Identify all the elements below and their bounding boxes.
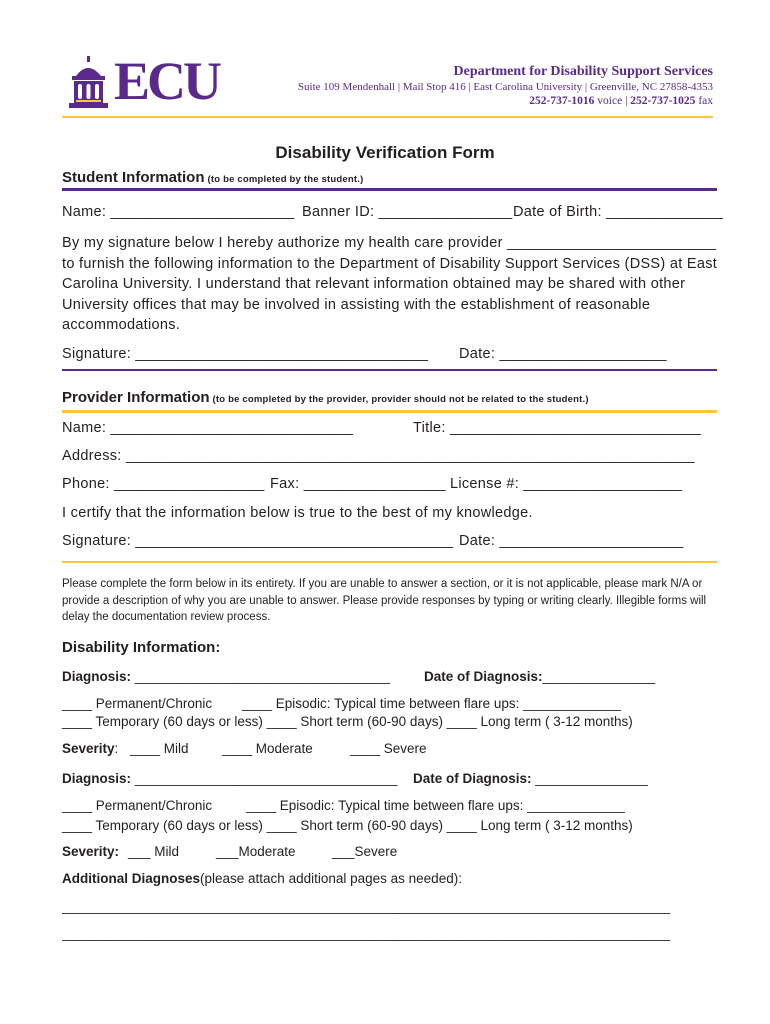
phone-separator: |	[625, 95, 628, 107]
severity-1-severe[interactable]: ____ Severe	[350, 741, 427, 756]
additional-diagnoses-line-2[interactable]: _________________________________________________________________________________	[62, 926, 671, 941]
severity-2-label: Severity:	[62, 844, 120, 859]
department-phone	[529, 95, 713, 107]
diagnosis-2-permanent-option[interactable]: ____ Permanent/Chronic	[62, 798, 213, 813]
department-address: Suite 109 Mendenhall | Mail Stop 416 | East Carolina University | Greenville, NC 27858-4353	[297, 81, 713, 93]
fax-label: fax	[698, 95, 713, 107]
diagnosis-1-date-label: Date of Diagnosis:	[424, 669, 543, 684]
diagnosis-1-date-line: _______________	[542, 669, 656, 684]
student-heading-note: (to be completed by the student.)	[207, 174, 364, 185]
diagnosis-1-permanent-option[interactable]: ____ Permanent/Chronic	[62, 696, 213, 711]
additional-diagnoses-label	[62, 871, 462, 886]
student-section-heading	[62, 169, 363, 186]
severity-1-colon: :	[114, 741, 119, 756]
logo-text: ECU	[114, 51, 220, 111]
disability-section-heading: Disability Information:	[62, 639, 221, 656]
fax-number: 252-737-1025	[630, 95, 696, 107]
diagnosis-2-date-label: Date of Diagnosis:	[413, 771, 532, 786]
severity-2-mild[interactable]: ___ Mild	[128, 844, 180, 859]
provider-bottom-rule	[62, 561, 717, 563]
student-bottom-rule	[62, 369, 717, 371]
diagnosis-2-duration-options[interactable]: ____ Temporary (60 days or less) ____ Short term (60-90 days) ____ Long term ( 3-12 months)	[62, 818, 633, 833]
diagnosis-1-label: Diagnosis:	[62, 669, 132, 684]
diagnosis-2-line: ___________________________________	[134, 771, 398, 786]
provider-title-field[interactable]: Title: ______________________________	[413, 420, 701, 436]
provider-rule	[62, 410, 717, 413]
provider-phone-field[interactable]: Phone: __________________	[62, 476, 265, 492]
diagnosis-2-date-line: _______________	[535, 771, 648, 786]
student-signature-field[interactable]: Signature: ___________________________________	[62, 346, 429, 362]
severity-1-mild[interactable]: ____ Mild	[130, 741, 189, 756]
provider-license-field[interactable]: License #: ___________________	[450, 476, 683, 492]
diagnosis-1-episodic-option[interactable]: ____ Episodic: Typical time between flare ups: _____________	[242, 696, 621, 711]
diagnosis-2-field[interactable]	[62, 771, 398, 786]
diagnosis-1-line: __________________________________	[134, 669, 391, 684]
provider-signature-field[interactable]: Signature: ______________________________________	[62, 533, 454, 549]
additional-diagnoses-heading: Additional Diagnoses	[62, 871, 201, 886]
provider-date-field[interactable]: Date: ______________________	[459, 533, 684, 549]
severity-2-severe[interactable]: ___Severe	[332, 844, 398, 859]
instructions-text: Please complete the form below in its entirety. If you are unable to answer a section, or it is not applicable, please mark N/A or provide a description of why you are unable to answer. Please provide responses by typing or writing clearly. Illegible forms will delay the documentation review process.	[62, 578, 707, 623]
student-name-field[interactable]: Name: ______________________	[62, 204, 295, 220]
diagnosis-1-field[interactable]	[62, 669, 390, 684]
diagnosis-2-label: Diagnosis:	[62, 771, 132, 786]
ecu-logo	[66, 51, 222, 111]
additional-diagnoses-note: (please attach additional pages as needed):	[200, 871, 462, 886]
provider-address-field[interactable]: Address: ____________________________________________________________________	[62, 448, 695, 464]
diagnosis-1-date-field[interactable]	[424, 669, 655, 684]
provider-heading-text: Provider Information	[62, 389, 210, 406]
severity-2-moderate[interactable]: ___Moderate	[216, 844, 296, 859]
severity-1-label: Severity	[62, 741, 115, 756]
provider-name-field[interactable]: Name: _____________________________	[62, 420, 354, 436]
student-dob-field[interactable]: Date of Birth: ______________	[513, 204, 724, 220]
header-rule	[62, 116, 713, 118]
severity-1-moderate[interactable]: ____ Moderate	[222, 741, 313, 756]
voice-label: voice	[597, 95, 623, 107]
provider-heading-note: (to be completed by the provider, provider should not be related to the student.)	[212, 394, 589, 405]
student-heading-text: Student Information	[62, 169, 205, 186]
additional-diagnoses-line-1[interactable]: _________________________________________________________________________________	[62, 899, 671, 914]
diagnosis-1-severity-label	[62, 741, 118, 756]
department-name: Department for Disability Support Services	[453, 64, 713, 79]
student-rule	[62, 188, 717, 191]
student-date-field[interactable]: Date: ____________________	[459, 346, 667, 362]
diagnosis-2-date-field[interactable]	[413, 771, 648, 786]
form-title: Disability Verification Form	[275, 143, 495, 162]
authorization-text: By my signature below I hereby authorize my health care provider _________________________ to furnish the following information to the Department of Disability Support Services (DSS) at East Carolina University. I understand that relevant information obtained may be shared with other University offices that may be involved in assisting with the establishment of reasonable accommodations.	[62, 235, 718, 333]
provider-section-heading	[62, 389, 589, 406]
provider-fax-field[interactable]: Fax: _________________	[270, 476, 446, 492]
diagnosis-2-episodic-option[interactable]: ____ Episodic: Typical time between flare ups: _____________	[246, 798, 625, 813]
voice-number: 252-737-1016	[529, 95, 595, 107]
provider-certify-text: I certify that the information below is true to the best of my knowledge.	[62, 505, 533, 521]
student-banner-id-field[interactable]: Banner ID: ________________	[302, 204, 513, 220]
diagnosis-2-severity-label	[62, 844, 119, 859]
diagnosis-1-duration-options[interactable]: ____ Temporary (60 days or less) ____ Short term (60-90 days) ____ Long term ( 3-12 months)	[62, 714, 633, 729]
